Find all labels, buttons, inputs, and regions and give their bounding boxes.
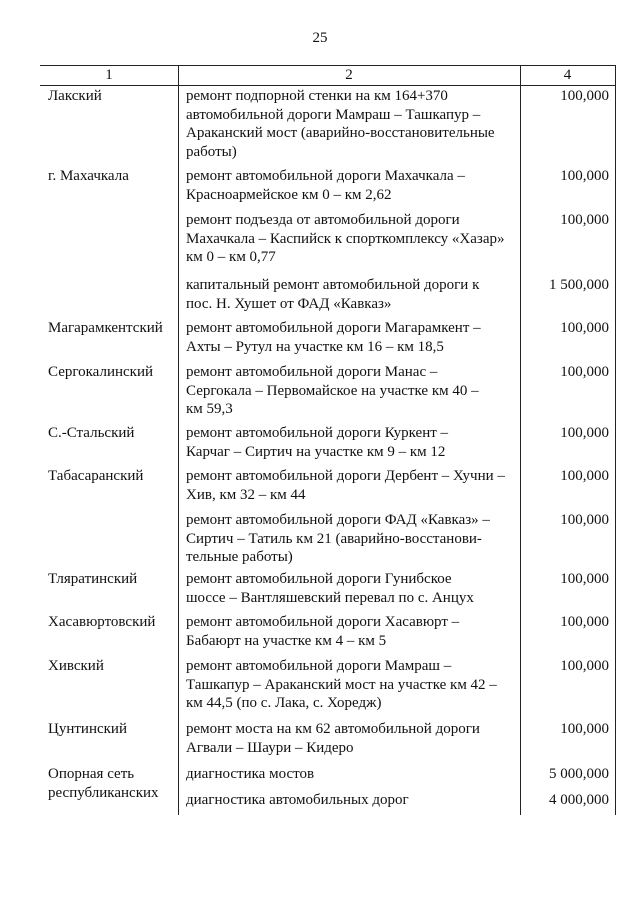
amount-cell: 5 000,000 [549, 766, 609, 782]
work-description-cell [186, 791, 520, 810]
page-number: 25 [312, 30, 328, 46]
description-line: ремонт автомобильной дороги Куркент – [186, 425, 449, 441]
description-line: тельные работы) [186, 549, 293, 565]
table-top-rule [40, 65, 615, 66]
description-line: шоссе – Вантляшевский перевал по с. Анцух [186, 589, 474, 606]
description-line: капитальный ремонт автомобильной дороги к [186, 277, 480, 293]
district-cell: Табасаранский [48, 468, 144, 484]
amount-cell: 100,000 [560, 658, 609, 674]
district-cell: Тляратинский [48, 571, 138, 587]
work-description-cell [186, 467, 520, 504]
district-cell: г. Махачкала [48, 168, 129, 184]
description-line: Бабаюрт на участке км 4 – км 5 [186, 632, 387, 649]
description-line: ремонт автомобильной дороги Махачкала – [186, 168, 465, 184]
district-cell: Сергокалинский [48, 364, 154, 380]
work-description-cell [186, 363, 520, 419]
district-cell: С.-Стальский [48, 425, 135, 441]
amount-cell: 100,000 [560, 425, 609, 441]
appropriation-table [40, 65, 615, 815]
work-description-cell [186, 613, 520, 650]
description-line: Ахты – Рутул на участке км 16 – км 18,5 [186, 338, 444, 355]
work-description-cell [186, 211, 520, 267]
description-line: Ташкапур – Араканский мост на участке км 42 – [186, 676, 497, 693]
amount-cell: 100,000 [560, 468, 609, 484]
work-description-cell [186, 657, 520, 713]
description-line: Сиртич – Татиль км 21 (аварийно-восстанови- [186, 530, 482, 547]
amount-cell: 4 000,000 [549, 792, 609, 808]
column-divider-1 [178, 65, 179, 815]
district-cell: Цунтинский [48, 721, 127, 737]
column-header-1: 1 [105, 67, 113, 83]
description-line: ремонт автомобильной дороги Гунибское [186, 571, 452, 587]
description-line: ремонт автомобильной дороги Магарамкент – [186, 320, 481, 336]
description-line: Красноармейское км 0 – км 2,62 [186, 186, 392, 203]
work-description-cell [186, 765, 520, 784]
amount-cell: 100,000 [560, 571, 609, 587]
description-line: ремонт автомобильной дороги Мамраш – [186, 658, 452, 674]
district-cell: Магарамкентский [48, 320, 163, 336]
description-line: Агвали – Шаури – Кидеро [186, 739, 354, 756]
amount-cell: 100,000 [560, 512, 609, 528]
description-line: автомобильной дороги Мамраш – Ташкапур – [186, 106, 481, 123]
description-line: диагностика мостов [186, 766, 315, 782]
district-line: Опорная сеть [48, 766, 135, 782]
work-description-cell [186, 167, 520, 204]
work-description-cell [186, 276, 520, 313]
work-description-cell [186, 511, 520, 567]
column-header-2: 2 [345, 67, 353, 83]
amount-cell: 100,000 [560, 721, 609, 737]
district-line: республиканских [48, 784, 159, 801]
description-line: ремонт моста на км 62 автомобильной дороги [186, 721, 480, 737]
description-line: ремонт подъезда от автомобильной дороги [186, 212, 460, 228]
description-line: км 0 – км 0,77 [186, 249, 276, 265]
column-header-3: 4 [563, 67, 572, 83]
description-line: км 59,3 [186, 401, 233, 417]
amount-cell: 100,000 [560, 168, 609, 184]
district-cell [48, 765, 178, 802]
amount-cell: 100,000 [560, 364, 609, 380]
work-description-cell [186, 720, 520, 757]
amount-cell: 1 500,000 [549, 277, 609, 293]
amount-cell: 100,000 [560, 614, 609, 630]
table-header-rule [40, 85, 615, 86]
description-line: Сергокала – Первомайское на участке км 40 – [186, 382, 479, 399]
description-line: ремонт подпорной стенки на км 164+370 [186, 88, 448, 104]
description-line: Араканский мост (аварийно-восстановительные [186, 125, 495, 141]
amount-cell: 100,000 [560, 88, 609, 104]
description-line: ремонт автомобильной дороги Хасавюрт – [186, 614, 460, 630]
amount-cell: 100,000 [560, 212, 609, 228]
work-description-cell [186, 319, 520, 356]
description-line: пос. Н. Хушет от ФАД «Кавказ» [186, 295, 392, 312]
description-line: Хив, км 32 – км 44 [186, 486, 306, 503]
description-line: ремонт автомобильной дороги Дербент – Хучни – [186, 468, 505, 484]
district-cell: Лакский [48, 88, 102, 104]
description-line: ремонт автомобильной дороги ФАД «Кавказ» – [186, 512, 490, 528]
work-description-cell [186, 87, 520, 161]
description-line: км 44,5 (по с. Лака, с. Хоредж) [186, 695, 382, 711]
amount-cell: 100,000 [560, 320, 609, 336]
work-description-cell [186, 424, 520, 461]
work-description-cell [186, 570, 520, 607]
description-line: Карчаг – Сиртич на участке км 9 – км 12 [186, 443, 446, 460]
district-cell: Хивский [48, 658, 104, 674]
table-right-border [615, 65, 616, 815]
description-line: работы) [186, 143, 237, 160]
district-cell: Хасавюртовский [48, 614, 156, 630]
description-line: Махачкала – Каспийск к спорткомплексу «Хазар» [186, 230, 505, 247]
description-line: диагностика автомобильных дорог [186, 792, 409, 808]
description-line: ремонт автомобильной дороги Манас – [186, 364, 438, 380]
